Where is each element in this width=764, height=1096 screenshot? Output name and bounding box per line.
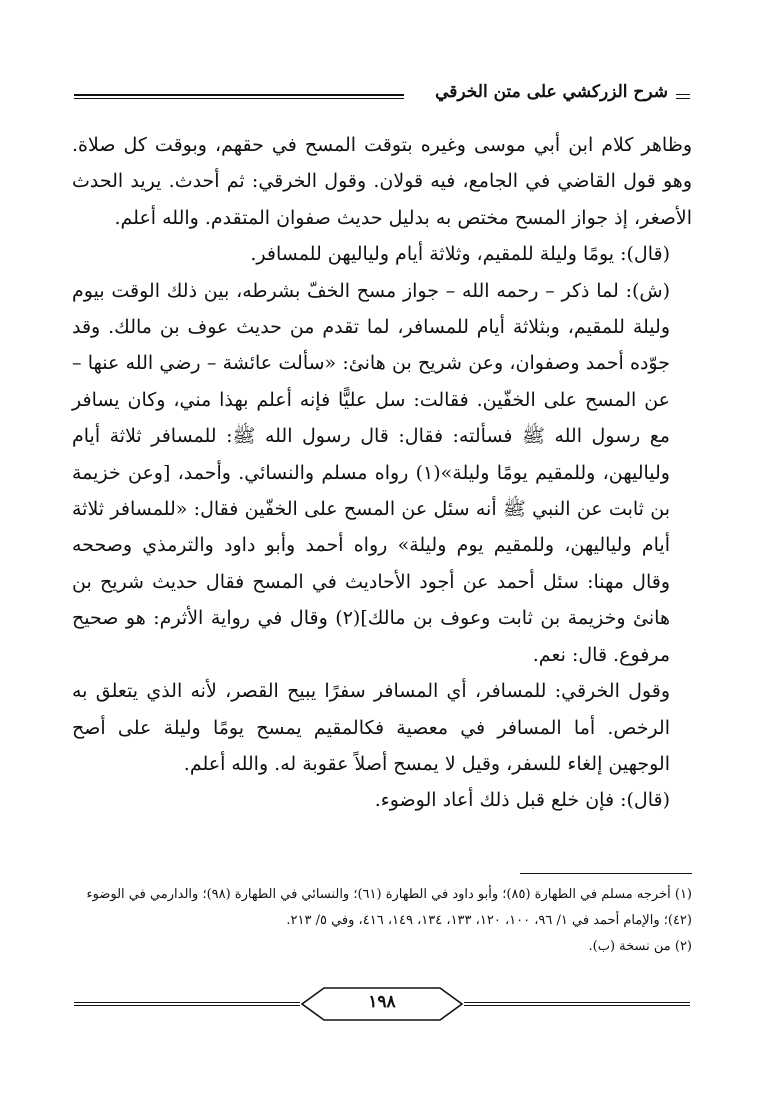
footnote-2: (٢) من نسخة (ب). [588,939,692,954]
main-text [72,127,692,819]
page-footer [74,984,690,1024]
footer-rule-left [74,1002,300,1006]
header-rule [74,94,404,99]
running-header-title: شرح الزركشي على متن الخرقي [435,82,668,102]
paragraph-2-matn: (قال): يومًا وليلة للمقيم، وثلاثة أيام ولياليهن للمسافر. [250,243,670,266]
paragraph-3-sharh: (ش): لما ذكر – رحمه الله – جواز مسح الخفّ بشرطه، بين ذلك الوقت بيوم وليلة للمقيم، وبثلاثة أيام للمسافر، لما تقدم من حديث عوف بن مالك. وقد جوّده أحمد وصفوان، وعن شريح بن هانئ: «سألت عائشة – رضي الله عنها – عن المسح على الخفّين. فقالت: سل عليًّا فإنه أعلم بهذا مني، وكان يسافر مع رسول الله ﷺ فسألته: فقال: قال رسول الله ﷺ: للمسافر ثلاثة أيام ولياليهن، وللمقيم يومًا وليلة»(١) رواه مسلم والنسائي. وأحمد، [وعن خزيمة بن ثابت عن النبي ﷺ أنه سئل عن المسح على الخفّين فقال: «للمسافر ثلاثة أيام ولياليهن، وللمقيم يوم وليلة» رواه أحمد وأبو داود والترمذي وصححه وقال مهنا: سئل أحمد عن أجود الأحاديث في المسح فقال حديث شريح بن هانئ وخزيمة بن ثابت وعوف بن مالك](٢) وقال في رواية الأثرم: هو صحيح مرفوع. قال: نعم. [72,279,670,666]
footnote-separator [520,873,692,874]
page-number: ١٩٨ [368,992,396,1012]
paragraph-4: وقول الخرقي: للمسافر، أي المسافر سفرًا يبيح القصر، لأنه الذي يتعلق به الرخص. أما المسافر في معصية فكالمقيم يمسح يومًا وليلة على أصح الوجهين إلغاء للسفر، وقيل لا يمسح أصلاً عقوبة له. والله أعلم. [72,680,670,775]
running-header [74,82,690,112]
footer-rule-right [464,1002,690,1006]
footnotes [72,882,692,960]
paragraph-1: وظاهر كلام ابن أبي موسى وغيره بتوقت المسح في حقهم، وبوقت كل صلاة. وهو قول القاضي في الجامع، فيه قولان. وقول الخرقي: ثم أحدث. يريد الحدث الأصغر، إذ جواز المسح مختص به بدليل حديث صفوان المتقدم. والله أعلم. [72,134,692,229]
paragraph-5-matn: (قال): فإن خلع قبل ذلك أعاد الوضوء. [374,789,670,812]
header-dash-ornament [676,94,690,99]
footnote-1: (١) أخرجه مسلم في الطهارة (٨٥)؛ وأبو داود في الطهارة (٦١)؛ والنسائي في الطهارة (٩٨)؛ والدارمي في الوضوء (٤٢)؛ والإمام أحمد في ١/ ٩٦، ١٠٠، ١٢٠، ١٣٣، ١٣٤، ١٤٩، ٤١٦، وفي ٥/ ٢١٣. [86,887,692,928]
